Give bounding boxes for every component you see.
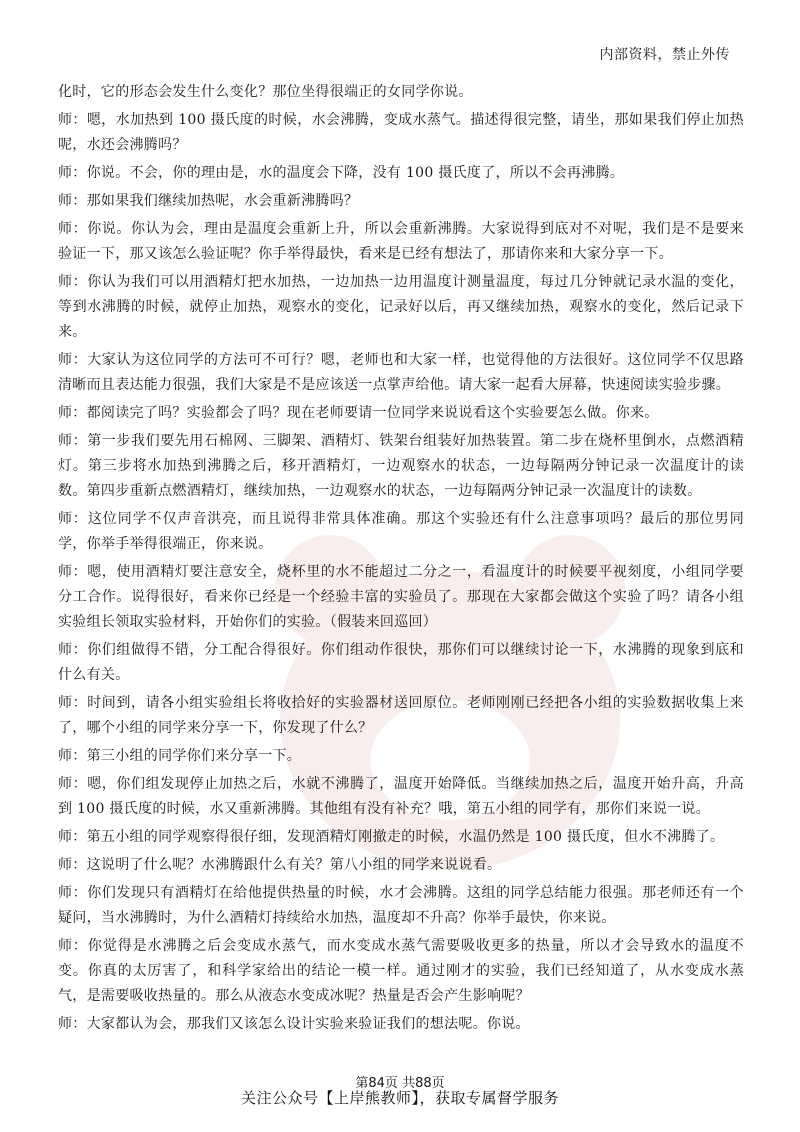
paragraph: 师：大家认为这位同学的方法可不可行？嗯，老师也和大家一样，也觉得他的方法很好。这位同学不仅思路清晰而且表达能力很强，我们大家是不是应该送一点掌声给他。请大家一起看大屏幕，快速阅读实验步骤。 [58,352,744,393]
paragraph: 师：你们组做得不错，分工配合得很好。你们组动作很快，那你们可以继续讨论一下，水沸腾的现象到底和什么有关。 [58,642,744,683]
confidential-note: 内部资料，禁止外传 [599,47,730,63]
paragraph: 师：嗯，使用酒精灯要注意安全，烧杯里的水不能超过二分之一，看温度计的时候要平视刻度，小组同学要分工合作。说得很好，看来你已经是一个经验丰富的实验员了。那现在大家都会做这个实验了吗？请各小组实验组长领取实验材料，开始你们的实验。（假装来回巡回） [58,564,744,630]
paragraph: 师：这位同学不仅声音洪亮，而且说得非常具体准确。那这个实验还有什么注意事项吗？最后的那位男同学，你举手举得很端正，你来说。 [58,511,744,552]
paragraph: 师：你觉得是水沸腾之后会变成水蒸气，而水变成水蒸气需要吸收更多的热量，所以才会导致水的温度不变。你真的太厉害了，和科学家给出的结论一模一样。通过刚才的实验，我们已经知道了，从水变成水蒸气，是需要吸收热量的。那么从液态水变成冰呢？热量是否会产生影响呢？ [58,938,744,1004]
follow-notice: 关注公众号【上岸熊教师】，获取专属督学服务 [240,1089,559,1107]
paragraph: 师：那如果我们继续加热呢，水会重新沸腾吗？ [58,193,359,209]
page-number: 第84页 共88页 [355,1076,445,1091]
paragraph: 师：这说明了什么呢？水沸腾跟什么有关？第八小组的同学来说说看。 [58,857,502,873]
paragraph: 化时，它的形态会发生什么变化？那位坐得很端正的女同学你说。 [58,84,473,100]
paragraph: 师：你认为我们可以用酒精灯把水加热，一边加热一边用温度计测量温度，每过几分钟就记录水温的变化，等到水沸腾的时候，就停止加热，观察水的变化，记录好以后，再又继续加热，观察水的变化，然后记录下来。 [58,274,744,340]
paragraph: 师：第一步我们要先用石棉网、三脚架、酒精灯、铁架台组装好加热装置。第二步在烧杯里倒水，点燃酒精灯。第三步将水加热到沸腾之后，移开酒精灯，一边观察水的状态，一边每隔两分钟记录一次温度计的读数。第四步重新点燃酒精灯，继续加热，一边观察水的状态，一边每隔两分钟记录一次温度计的读数。 [58,433,744,499]
paragraph: 师：时间到，请各小组实验组长将收拾好的实验器材送回原位。老师刚刚已经把各小组的实验数据收集上来了，哪个小组的同学来分享一下，你发现了什么？ [58,695,744,736]
paragraph: 师：都阅读完了吗？实验都会了吗？现在老师要请一位同学来说说看这个实验要怎么做。你来。 [58,405,659,421]
document-body [58,80,744,1040]
paragraph: 师：你说。你认为会，理由是温度会重新上升，所以会重新沸腾。大家说得到底对不对呢，我们是不是要来验证一下，那又该怎么验证呢？你手举得最快，看来是已经有想法了，那请你来和大家分享一下。 [58,221,744,262]
paragraph: 师：嗯，你们组发现停止加热之后，水就不沸腾了，温度开始降低。当继续加热之后，温度开始升高，升高到 100 摄氏度的时候，水又重新沸腾。其他组有没有补充？哦，第五小组的同学有，那你们来说一说。 [58,776,744,817]
paragraph: 师：第三小组的同学你们来分享一下。 [58,748,302,764]
paragraph: 师：你们发现只有酒精灯在给他提供热量的时候，水才会沸腾。这组的同学总结能力很强。那老师还有一个疑问，当水沸腾时，为什么酒精灯持续给水加热，温度却不升高？你举手最快，你来说。 [58,885,744,926]
paragraph: 师：第五小组的同学观察得很仔细，发现酒精灯刚撤走的时候，水温仍然是 100 摄氏度，但水不沸腾了。 [58,829,725,845]
paragraph: 师：嗯，水加热到 100 摄氏度的时候，水会沸腾，变成水蒸气。描述得很完整，请坐，那如果我们停止加热呢，水还会沸腾吗？ [58,112,744,153]
paragraph: 师：你说。不会，你的理由是，水的温度会下降，没有 100 摄氏度了，所以不会再沸腾。 [58,165,625,181]
paragraph: 师：大家都认为会，那我们又该怎么设计实验来验证我们的想法呢。你说。 [58,1016,530,1032]
